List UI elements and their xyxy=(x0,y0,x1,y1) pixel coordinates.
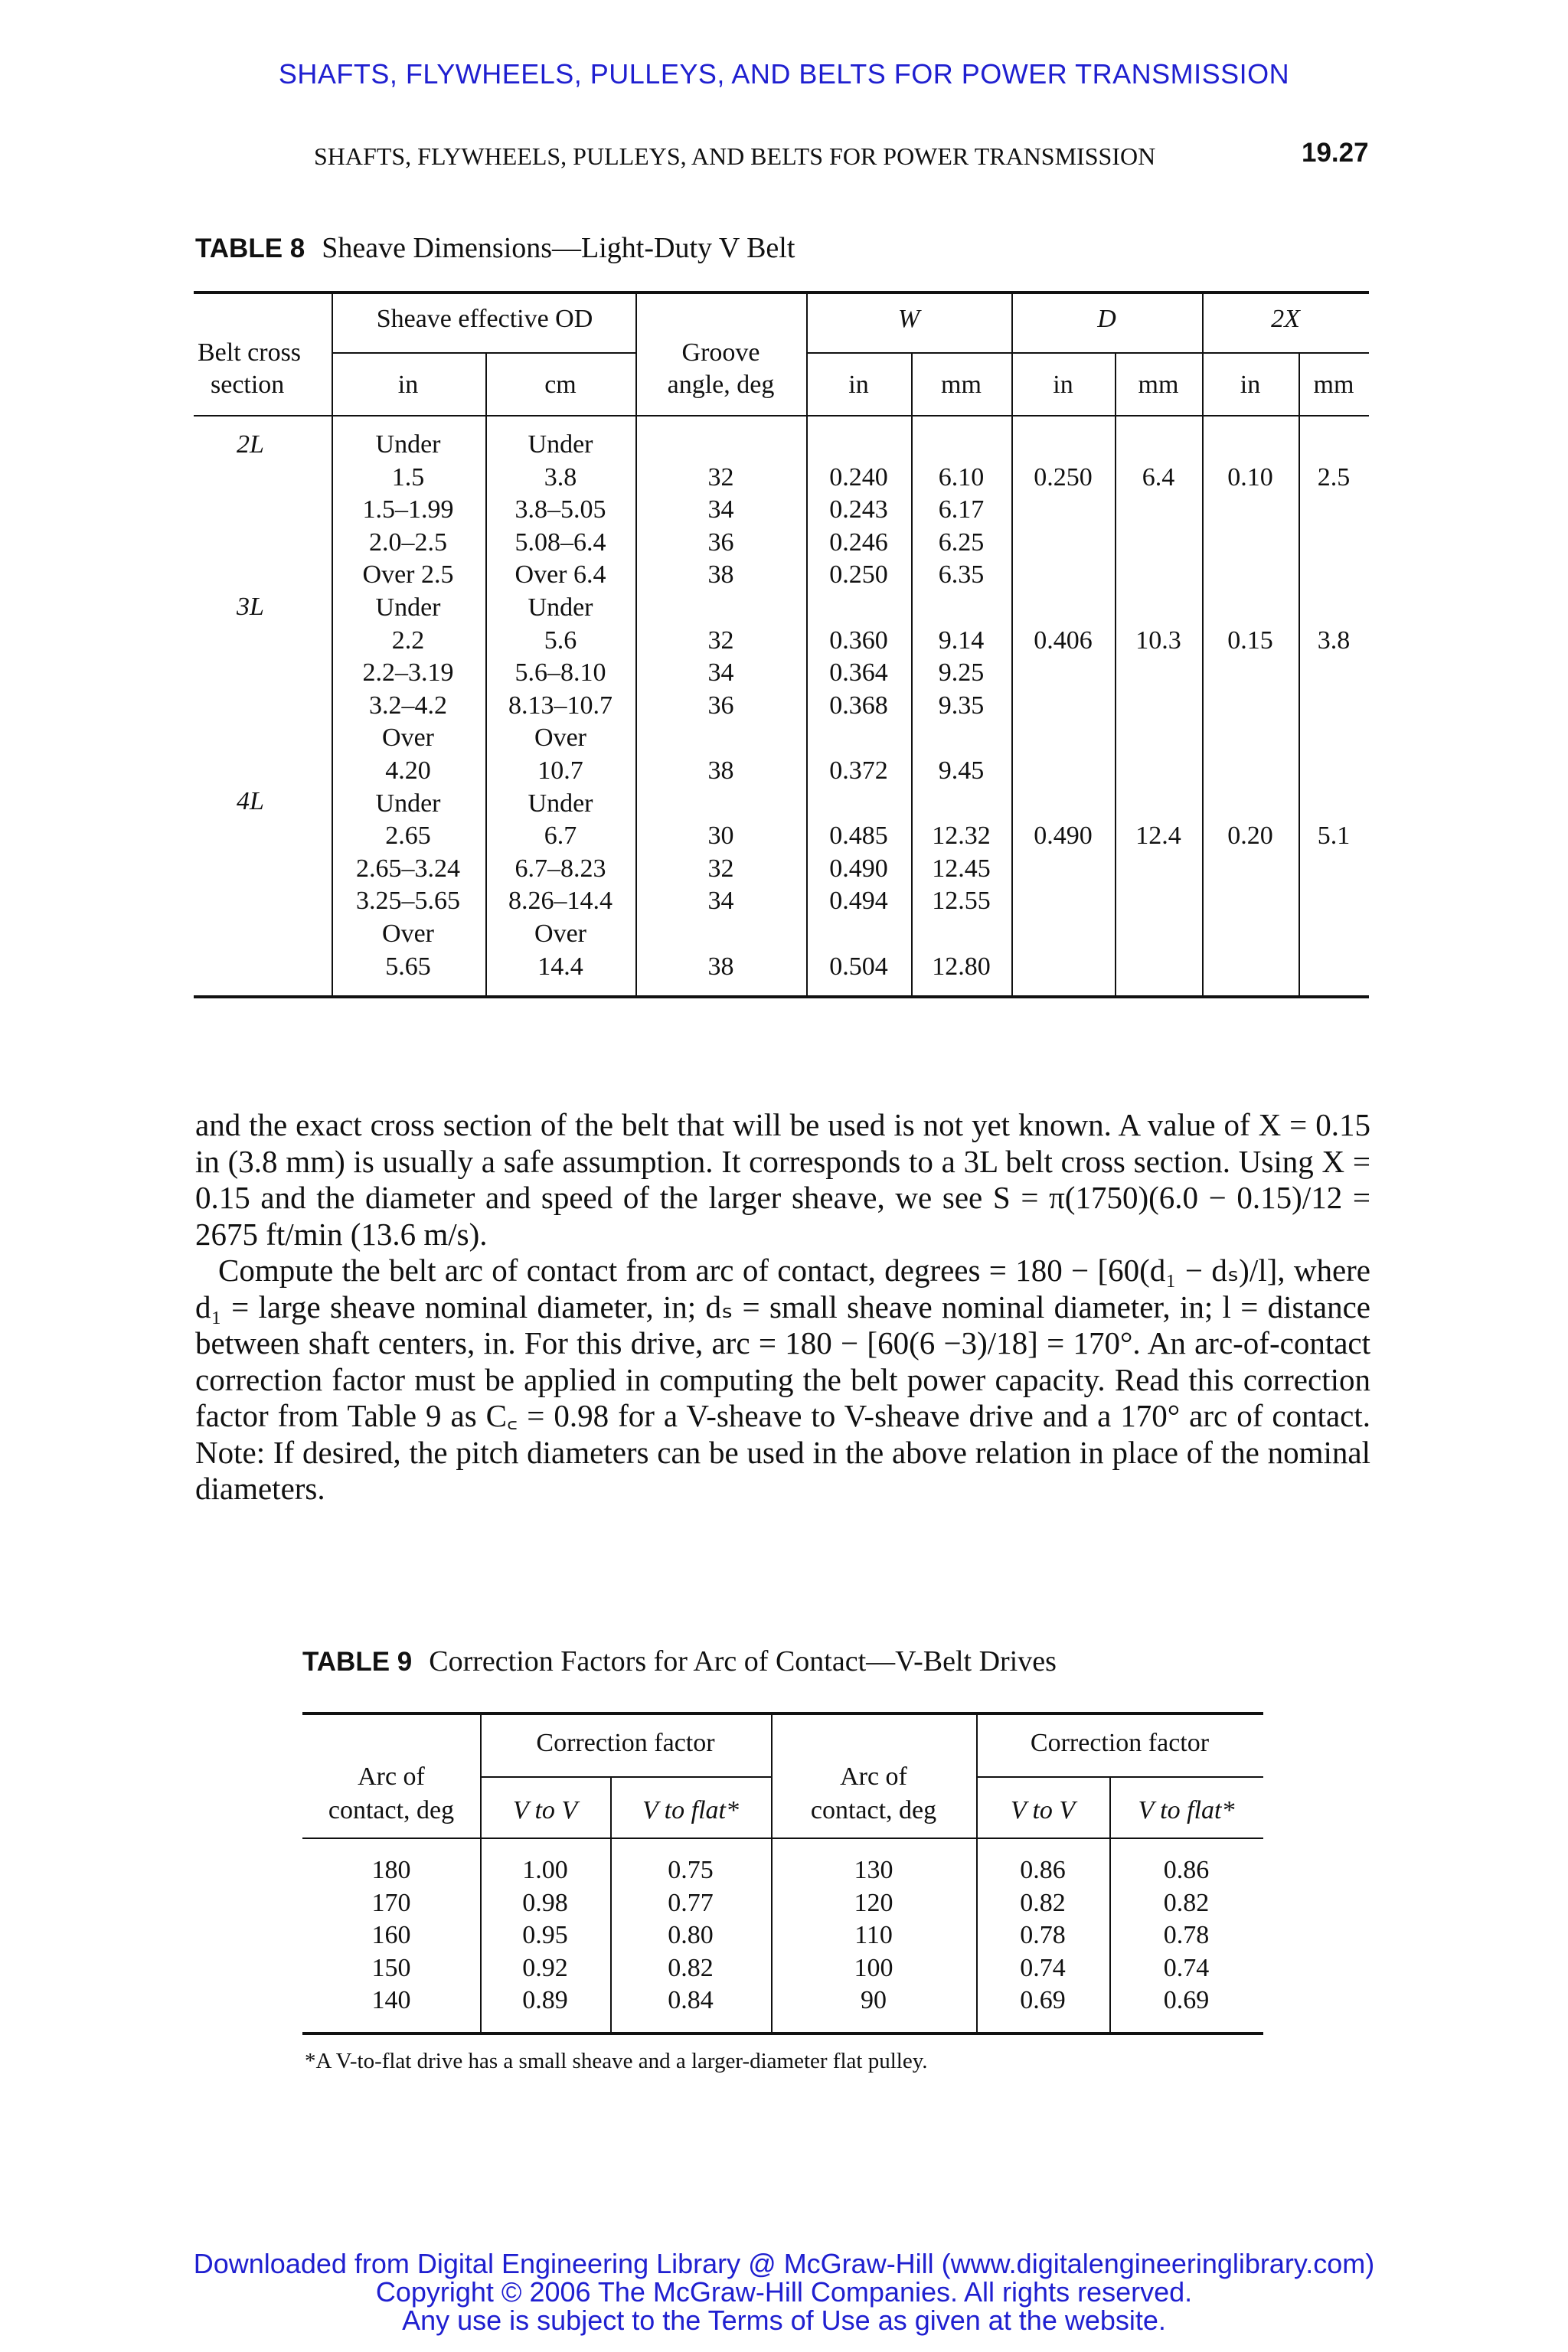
table9-cell: 90 xyxy=(861,1986,887,2014)
footer-line: Copyright © 2006 The McGraw-Hill Companies. All rights reserved. xyxy=(375,2276,1193,2308)
t9-header-v-to-v: V to V xyxy=(1010,1796,1076,1824)
table8-cell: 6.35 xyxy=(938,560,985,590)
table8-cell: 36 xyxy=(707,691,734,720)
table8-cell: 0.494 xyxy=(829,887,888,916)
table8-cell: 9.35 xyxy=(938,691,985,720)
table8-cell: 12.80 xyxy=(932,952,991,981)
header-w-mm: mm xyxy=(941,371,982,399)
table8-cell: 12.4 xyxy=(1135,822,1181,851)
table8-cell: 0.490 xyxy=(829,854,888,883)
table8-cell: 6.7 xyxy=(544,822,577,851)
header-od-in: in xyxy=(397,371,419,399)
paragraph: Compute the belt arc of contact from arc of contact, degrees = 180 − [60(d₁ − dₛ)/l], where d₁ = large sheave nominal diameter, in; dₛ = small sheave nominal diameter, in; l = distance between shaft centers, in. For this drive, arc = 180 − [60(6 −3)/18] = 170°. An arc-of-contact correction factor must be applied in computing the belt power capacity. Read this correction factor from Table 9 as C꜀ = 0.98 for a V-sheave to V-sheave drive and a 170° arc of contact. Note: If desired, the pitch diameters can be used in the above relation in place of the nominal diameters. xyxy=(195,1253,1370,1506)
table8-cell: Under xyxy=(528,593,593,622)
table8-cell: Over xyxy=(534,920,586,948)
table9-cell: 0.75 xyxy=(668,1856,714,1884)
table8-cell: Under xyxy=(375,430,441,459)
table8-cell: 0.368 xyxy=(829,691,888,720)
t9-header-contact: contact, deg xyxy=(328,1796,455,1824)
header-groove: Groove xyxy=(681,338,760,367)
table9-cell: 120 xyxy=(854,1888,893,1917)
table9-cell: 110 xyxy=(854,1921,893,1949)
table9-cell: 0.69 xyxy=(1020,1986,1066,2014)
table8-cell: Under xyxy=(528,430,593,459)
table8-cell: 3.8 xyxy=(544,462,577,492)
table8-cell: 6.10 xyxy=(938,462,985,492)
table8-bottom-rule xyxy=(194,995,1369,998)
table9 xyxy=(302,1712,1263,2079)
table8-cell: 0.364 xyxy=(829,658,888,688)
table9-header-rule xyxy=(302,1838,1263,1839)
table9-cell: 160 xyxy=(371,1921,411,1949)
header-d: D xyxy=(1097,305,1116,333)
table9-cell: 0.74 xyxy=(1163,1953,1210,1982)
table8-cell: 9.14 xyxy=(938,626,985,655)
footer-line: Downloaded from Digital Engineering Library @ McGraw-Hill (www.digitalengineeringlibrary.com) xyxy=(193,2248,1375,2279)
table9-cell: 0.78 xyxy=(1020,1921,1066,1949)
table8-cell: Under xyxy=(528,789,593,818)
table8-cell: 2.65 xyxy=(385,822,431,851)
table9-cell: 0.98 xyxy=(522,1888,568,1917)
table9-cell: 0.82 xyxy=(668,1953,714,1982)
header-belt-cross: Belt cross xyxy=(198,338,302,367)
table8-cell: 12.45 xyxy=(932,854,991,883)
table8-cell: 0.250 xyxy=(1034,462,1093,492)
table8-cell: 34 xyxy=(707,495,734,524)
table8-cell: 3.2–4.2 xyxy=(369,691,447,720)
table8-cell: 5.08–6.4 xyxy=(514,528,606,557)
table9-cell: 0.89 xyxy=(522,1986,568,2014)
t9-header-correction: Correction factor xyxy=(536,1729,715,1757)
table8-cell: 9.25 xyxy=(938,658,985,688)
table8-cell: Over xyxy=(382,920,434,948)
table8-cell: 0.485 xyxy=(829,822,888,851)
header-x-mm: mm xyxy=(1313,371,1354,399)
table9-cell: 150 xyxy=(371,1953,411,1982)
table8-vline xyxy=(1298,352,1300,995)
table8-cell: 38 xyxy=(707,560,734,590)
table8-cell: 12.55 xyxy=(932,887,991,916)
table9-cell: 1.00 xyxy=(522,1856,568,1884)
table8-cell: 0.243 xyxy=(829,495,888,524)
table8-cell: 0.20 xyxy=(1227,822,1273,851)
table8-cell: 2.65–3.24 xyxy=(356,854,460,883)
table8-cell: 8.26–14.4 xyxy=(508,887,612,916)
table9-cell: 0.82 xyxy=(1163,1888,1210,1917)
table8-cell: 1.5 xyxy=(391,462,425,492)
t9-header-arc: Arc of xyxy=(358,1762,425,1791)
table8-header-rule xyxy=(194,415,1369,416)
header-angle: angle, deg xyxy=(667,371,775,399)
running-title: SHAFTS, FLYWHEELS, PULLEYS, AND BELTS FOR POWER TRANSMISSION xyxy=(314,142,1156,170)
page-number: 19.27 xyxy=(1302,138,1369,168)
table8-cell: 0.250 xyxy=(829,560,888,590)
section-label-2l: 2L xyxy=(237,430,264,459)
table8-od-subrule xyxy=(332,352,635,354)
table8-cell: 36 xyxy=(707,528,734,557)
table8-cell: 0.504 xyxy=(829,952,888,981)
table9-cell: 170 xyxy=(371,1888,411,1917)
table8-cell: 32 xyxy=(707,626,734,655)
table8-cell: Over xyxy=(382,724,434,753)
table8 xyxy=(194,291,1369,998)
table8-cell: 12.32 xyxy=(932,822,991,851)
header-sheave-od: Sheave effective OD xyxy=(376,305,593,333)
table8-label: TABLE 8 xyxy=(195,234,305,263)
table9-cell: 100 xyxy=(854,1953,893,1982)
table9-footnote: *A V-to-flat drive has a small sheave and a larger-diameter flat pulley. xyxy=(305,2049,928,2073)
table8-cell: 0.10 xyxy=(1227,462,1273,492)
table9-cell: 0.86 xyxy=(1163,1856,1210,1884)
body-text xyxy=(195,1107,1370,1508)
table8-cell: 9.45 xyxy=(938,756,985,785)
header-d-in: in xyxy=(1053,371,1073,399)
table8-cell: 34 xyxy=(707,658,734,688)
table8-cell: Under xyxy=(375,593,441,622)
table8-cell: 3.25–5.65 xyxy=(356,887,460,916)
paragraph: and the exact cross section of the belt that will be used is not yet known. A value of X = 0.15 in (3.8 mm) is usually a safe assumption. It corresponds to a 3L belt cross section. Using X = 0.15 and the diameter and speed of the larger sheave, we see S = π(1750)(6.0 − 0.15)/12 = 2675 ft/min (13.6 m/s). xyxy=(195,1107,1370,1252)
table9-cell: 0.77 xyxy=(668,1888,714,1917)
footer-line: Any use is subject to the Terms of Use as given at the website. xyxy=(402,2305,1166,2336)
header-section: section xyxy=(211,371,285,399)
table8-cell: 5.6 xyxy=(544,626,577,655)
table9-subrule xyxy=(976,1776,1263,1778)
table8-cell: 2.0–2.5 xyxy=(369,528,447,557)
table8-cell: 5.1 xyxy=(1317,822,1351,851)
table8-cell: 3.8 xyxy=(1317,626,1351,655)
table9-cell: 180 xyxy=(371,1856,411,1884)
t9-header-contact: contact, deg xyxy=(810,1796,937,1824)
t9-header-v-to-flat: V to flat* xyxy=(642,1796,739,1824)
table8-cell: 0.240 xyxy=(829,462,888,492)
table8-cell: 5.65 xyxy=(385,952,431,981)
table8-cell: 6.7–8.23 xyxy=(514,854,606,883)
table8-cell: 2.2–3.19 xyxy=(362,658,454,688)
table8-title: Sheave Dimensions—Light-Duty V Belt xyxy=(322,232,795,264)
download-footer xyxy=(0,2249,1568,2334)
table9-cell: 130 xyxy=(854,1856,893,1884)
table9-cell: 0.92 xyxy=(522,1953,568,1982)
table9-cell: 0.78 xyxy=(1163,1921,1210,1949)
table8-cell: 6.25 xyxy=(938,528,985,557)
table9-cell: 0.69 xyxy=(1163,1986,1210,2014)
table8-cell: 32 xyxy=(707,854,734,883)
header-x-in: in xyxy=(1240,371,1261,399)
t9-header-v-to-flat: V to flat* xyxy=(1138,1796,1235,1824)
table8-cell: 5.6–8.10 xyxy=(514,658,606,688)
table9-cell: 0.74 xyxy=(1020,1953,1066,1982)
table8-cell: 3.8–5.05 xyxy=(514,495,606,524)
table9-top-rule xyxy=(302,1712,1263,1715)
top-banner: SHAFTS, FLYWHEELS, PULLEYS, AND BELTS FOR POWER TRANSMISSION xyxy=(278,58,1290,90)
table8-cell: 6.4 xyxy=(1142,462,1175,492)
table8-cell: 38 xyxy=(707,952,734,981)
table8-cell: 34 xyxy=(707,887,734,916)
header-w-in: in xyxy=(848,371,869,399)
table8-cell: 8.13–10.7 xyxy=(508,691,612,720)
table8-cell: 0.406 xyxy=(1034,626,1093,655)
table8-caption xyxy=(195,231,795,265)
header-od-cm: cm xyxy=(544,371,577,399)
t9-header-arc: Arc of xyxy=(840,1762,907,1791)
table8-cell: 0.246 xyxy=(829,528,888,557)
table8-cell: Over xyxy=(534,724,586,753)
t9-header-correction: Correction factor xyxy=(1030,1729,1210,1757)
table8-cell: 32 xyxy=(707,462,734,492)
table9-title: Correction Factors for Arc of Contact—V-Belt Drives xyxy=(429,1645,1057,1677)
table9-cell: 0.80 xyxy=(668,1921,714,1949)
table8-cell: 1.5–1.99 xyxy=(362,495,454,524)
table8-cell: 0.372 xyxy=(829,756,888,785)
table8-cell: 6.17 xyxy=(938,495,985,524)
table8-cell: 14.4 xyxy=(537,952,583,981)
table8-vline xyxy=(1115,352,1116,995)
table8-wdx-subrule xyxy=(806,352,1369,354)
header-w: W xyxy=(897,305,920,333)
table9-label: TABLE 9 xyxy=(302,1647,413,1677)
table8-cell: 2.2 xyxy=(391,626,425,655)
header-d-mm: mm xyxy=(1138,371,1179,399)
table8-cell: Under xyxy=(375,789,441,818)
table9-cell: 140 xyxy=(371,1986,411,2014)
table8-cell: Over 6.4 xyxy=(514,560,606,590)
section-label-3l: 3L xyxy=(237,593,264,621)
table8-cell: 38 xyxy=(707,756,734,785)
table8-top-rule xyxy=(194,291,1369,294)
table8-cell: 0.15 xyxy=(1227,626,1273,655)
table8-cell: Over 2.5 xyxy=(362,560,454,590)
table9-subrule xyxy=(480,1776,771,1778)
table8-cell: 30 xyxy=(707,822,734,851)
table9-cell: 0.86 xyxy=(1020,1856,1066,1884)
table9-cell: 0.84 xyxy=(668,1986,714,2014)
section-label-4l: 4L xyxy=(237,787,264,815)
header-2x: 2X xyxy=(1271,305,1300,333)
table9-cell: 0.82 xyxy=(1020,1888,1066,1917)
t9-header-v-to-v: V to V xyxy=(512,1796,578,1824)
table8-cell: 2.5 xyxy=(1317,462,1351,492)
table9-cell: 0.95 xyxy=(522,1921,568,1949)
table8-cell: 4.20 xyxy=(385,756,431,785)
table9-bottom-rule xyxy=(302,2032,1263,2035)
table8-cell: 10.7 xyxy=(537,756,583,785)
table8-cell: 10.3 xyxy=(1135,626,1181,655)
table8-cell: 0.360 xyxy=(829,626,888,655)
table9-caption xyxy=(302,1645,1057,1678)
table8-cell: 0.490 xyxy=(1034,822,1093,851)
